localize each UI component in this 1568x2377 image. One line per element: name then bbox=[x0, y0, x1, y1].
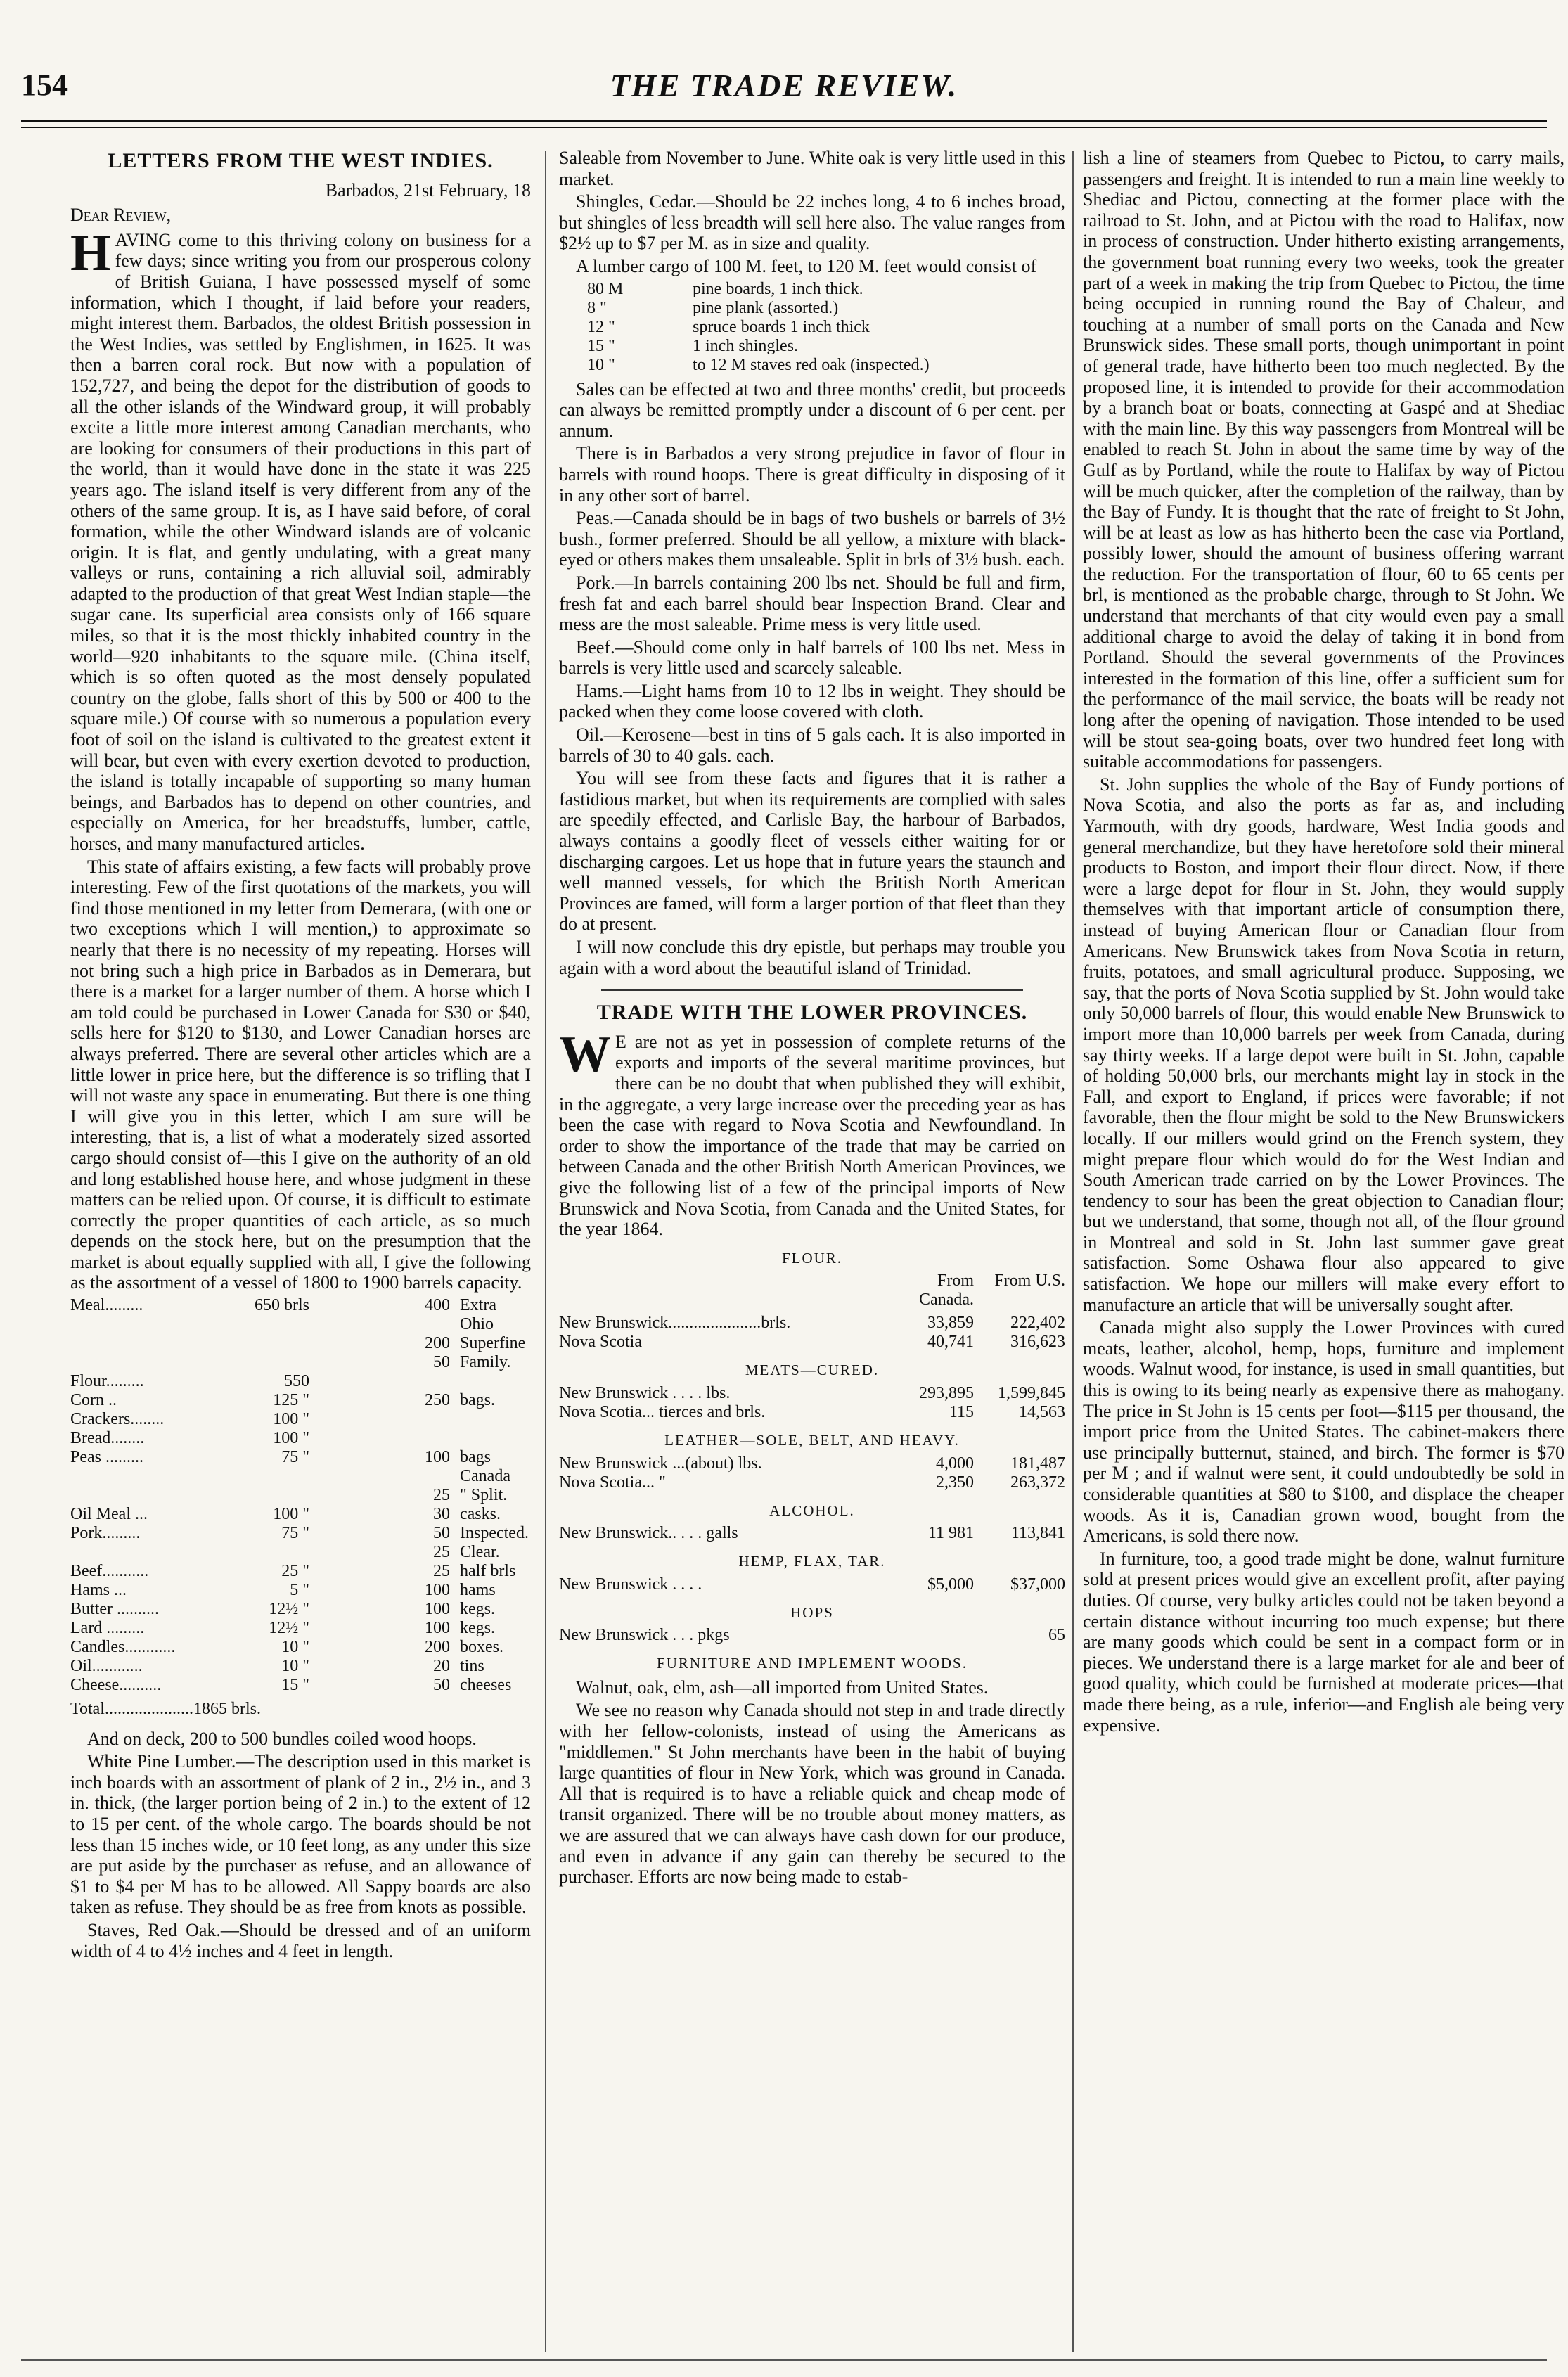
column-divider bbox=[545, 151, 546, 2352]
cargo-cell-item: Beef........... bbox=[70, 1562, 149, 1581]
stats-rows-hops bbox=[559, 1626, 1065, 1645]
cargo-cell-qty: 125 " bbox=[273, 1391, 309, 1410]
cargo-cell-qty: 75 " bbox=[281, 1448, 309, 1467]
stats-rows-hemp bbox=[559, 1575, 1065, 1594]
article-title-letters: LETTERS FROM THE WEST INDIES. bbox=[108, 149, 494, 172]
paragraph: Pork.—In barrels containing 200 lbs net. Should be full and firm, fresh fat and each barrel should bear Inspection Brand. Clear and mess are the most saleable. Prime mess is very little used. bbox=[559, 572, 1065, 635]
paragraph: Staves, Red Oak.—Should be dressed and of an uniform width of 4 to 4½ inches and 4 feet in length. bbox=[70, 1920, 531, 1961]
cargo-cell-desc: casks. bbox=[460, 1505, 501, 1524]
cargo-cell-desc: Clear. bbox=[460, 1543, 500, 1562]
cargo-cell-qty bbox=[232, 1543, 309, 1562]
stats-cell: $37,000 bbox=[1010, 1575, 1065, 1594]
stats-cell: 113,841 bbox=[1010, 1524, 1065, 1543]
cargo-cell-desc: bags Canada bbox=[460, 1448, 510, 1486]
cargo-cell-item: Lard ......... bbox=[70, 1619, 145, 1638]
cargo-cell-item: Oil Meal ... bbox=[70, 1505, 148, 1524]
stats-cell: $5,000 bbox=[927, 1575, 974, 1594]
cargo-cell-qty bbox=[232, 1353, 309, 1372]
stats-cell: 293,895 bbox=[919, 1383, 974, 1402]
paragraph: W E are not as yet in possession of complete returns of the exports and imports of the several maritime provinces, but there can be no doubt that when published they will exhibit, in the aggregate, a very large increase over the preceding year as has been the case with regard to Nova Scotia and Newfoundland. In order to show the importance of the trade that may be carried on between Canada and the other British North American Provinces, we give the following list of a few of the principal imports of New Brunswick and Nova Scotia, from Canada and the United States, for the year 1864. bbox=[559, 1025, 1065, 1240]
cargo-cell-item: Flour......... bbox=[70, 1372, 144, 1391]
stats-cell: 65 bbox=[1048, 1626, 1065, 1645]
column-2 bbox=[559, 148, 1065, 1890]
stats-rows-flour bbox=[559, 1314, 1065, 1352]
stats-cell: 4,000 bbox=[936, 1454, 974, 1473]
salutation: Dear Review, bbox=[70, 205, 172, 226]
stats-cell: 14,563 bbox=[1019, 1402, 1065, 1421]
cargo-cell-item bbox=[70, 1486, 232, 1505]
stats-cell: 11 981 bbox=[927, 1524, 974, 1543]
cargo-cell-sub: 200 bbox=[425, 1334, 450, 1353]
cargo-cell-sub: 50 bbox=[433, 1676, 450, 1695]
stats-table-flour bbox=[559, 1271, 1065, 1309]
cargo-cell-desc: bags. bbox=[460, 1391, 495, 1410]
cargo-cell-desc: Extra Ohio bbox=[460, 1296, 496, 1334]
stats-cell: New Brunswick . . . . bbox=[559, 1575, 702, 1594]
stats-heading: ALCOHOL. bbox=[769, 1501, 855, 1519]
paragraph: We see no reason why Canada should not step in and trade directly with her fellow-colonists, instead of using the Americans as "middlemen." St John merchants have been in the habit of buying large quantities of flour in New York, which was ground in Canada. All that is required is to have a reliable quick and cheap mode of transit organized. There will be no trouble about money matters, as we are assured that we can always have cash down for our produce, and even in advance if any gain can thereby be secured to the purchaser. Efforts are now being made to estab- bbox=[559, 1700, 1065, 1888]
cargo-cell-item: Butter .......... bbox=[70, 1600, 159, 1619]
cargo-cell-sub bbox=[309, 1410, 450, 1429]
cargo-cell-desc bbox=[450, 1372, 531, 1391]
stats-heading: LEATHER—SOLE, BELT, AND HEAVY. bbox=[664, 1431, 960, 1449]
lumber-cell-desc: pine boards, 1 inch thick. bbox=[693, 279, 863, 298]
paragraph: Canada might also supply the Lower Provinces with cured meats, leather, alcohol, hemp, hops, furniture and implement woods. Walnut wood, for instance, is used in small quantities, but this is owing to its being nearly as expensive there as mahogany. The price in St John is 15 cents per foot—$115 per thousand, the import price from the United States. The cabinet-makers there use principally butternut, stained, and birch. The former is $70 per M ; and if walnut were sent, it could undoubtedly be sold in considerable quantities at $80 to $100, and displace the cheaper woods. As it is, Canadian grown wood, bought from the Americans, is sold there now. bbox=[1083, 1317, 1564, 1546]
cargo-cell-item: Peas ......... bbox=[70, 1448, 143, 1467]
cargo-cell-qty bbox=[232, 1334, 309, 1353]
cargo-cell-item: Cheese.......... bbox=[70, 1676, 162, 1695]
cargo-cell-sub: 100 bbox=[425, 1581, 450, 1600]
cargo-cell-qty: 12½ " bbox=[269, 1619, 309, 1638]
cargo-cell-item: Hams ... bbox=[70, 1581, 127, 1600]
cargo-cell-item: Meal......... bbox=[70, 1296, 143, 1315]
stats-cell: Nova Scotia bbox=[559, 1333, 642, 1352]
cargo-cell-sub: 20 bbox=[433, 1657, 450, 1676]
cargo-table bbox=[70, 1296, 531, 1695]
paragraph: You will see from these facts and figures that it is rather a fastidious market, but when its requirements are complied with sales are speedily effected, and Carlisle Bay, the harbour of Barbados, always contains a goodly fleet of vessels either waiting for or discharging cargoes. Let us hope that in future years the staunch and well manned vessels, for which the British North American Provinces are famed, will form a larger portion of that fleet than they do at present. bbox=[559, 768, 1065, 935]
cargo-cell-desc: boxes. bbox=[460, 1638, 503, 1657]
lumber-cell-desc: 1 inch shingles. bbox=[693, 336, 798, 355]
cargo-cell-sub: 100 bbox=[425, 1600, 450, 1619]
article-title-trade: TRADE WITH THE LOWER PROVINCES. bbox=[596, 1001, 1028, 1025]
stats-cell: New Brunswick......................brls. bbox=[559, 1314, 791, 1333]
stats-cell: New Brunswick.. . . . galls bbox=[559, 1524, 738, 1543]
stats-cell: New Brunswick . . . . lbs. bbox=[559, 1383, 731, 1402]
dateline: Barbados, 21st February, 18 bbox=[325, 179, 531, 200]
cargo-cell-sub bbox=[309, 1429, 450, 1448]
cargo-cell-qty: 100 " bbox=[273, 1505, 309, 1524]
stats-heading: MEATS—CURED. bbox=[745, 1362, 880, 1379]
stats-cell: 2,350 bbox=[936, 1473, 974, 1492]
stats-header-cell bbox=[559, 1271, 889, 1309]
cargo-cell-desc: Family. bbox=[460, 1353, 511, 1372]
stats-heading: FLOUR. bbox=[781, 1249, 843, 1267]
paragraph: Shingles, Cedar.—Should be 22 inches long, 4 to 6 inches broad, but shingles of less breadth will sell here also. The value ranges from $2½ up to $7 per M. as in size and quality. bbox=[559, 191, 1065, 254]
stats-rows-leather bbox=[559, 1454, 1065, 1492]
paragraph: And on deck, 200 to 500 bundles coiled wood hoops. bbox=[87, 1728, 477, 1749]
lumber-cell-qty: 15 " bbox=[587, 336, 615, 355]
stats-rows-meats bbox=[559, 1384, 1065, 1422]
lumber-cell-qty: 12 " bbox=[587, 317, 615, 336]
column-3 bbox=[1083, 148, 1564, 1738]
stats-cell: Nova Scotia... tierces and brls. bbox=[559, 1402, 766, 1421]
cargo-cell-qty: 550 bbox=[284, 1372, 309, 1391]
stats-heading: HOPS bbox=[790, 1603, 834, 1621]
cargo-cell-desc: cheeses bbox=[460, 1676, 512, 1695]
cargo-cell-sub: 200 bbox=[425, 1638, 450, 1657]
paragraph: There is in Barbados a very strong prejudice in favor of flour in barrels with round hoops. There is great difficulty in disposing of it in any other sort of barrel. bbox=[559, 443, 1065, 506]
lumber-cell-qty: 8 " bbox=[587, 298, 607, 317]
lumber-cell-qty: 10 " bbox=[587, 355, 615, 374]
cargo-total: Total.....................1865 brls. bbox=[70, 1700, 261, 1719]
stats-cell: 316,623 bbox=[1010, 1333, 1065, 1352]
cargo-cell-desc: Inspected. bbox=[460, 1524, 529, 1543]
drop-cap: W bbox=[559, 1025, 611, 1084]
cargo-cell-qty: 5 " bbox=[290, 1581, 309, 1600]
column-divider bbox=[1072, 151, 1074, 2352]
cargo-cell-item: Candles............ bbox=[70, 1638, 176, 1657]
cargo-cell-desc: " Split. bbox=[460, 1486, 508, 1505]
journal-title: THE TRADE REVIEW. bbox=[610, 68, 958, 103]
cargo-cell-qty: 12½ " bbox=[269, 1600, 309, 1619]
cargo-cell-sub: 50 bbox=[433, 1524, 450, 1543]
cargo-cell-sub: 25 bbox=[433, 1562, 450, 1581]
cargo-cell-qty: 25 " bbox=[281, 1562, 309, 1581]
stats-cell: New Brunswick . . . pkgs bbox=[559, 1626, 730, 1645]
cargo-cell-sub: 30 bbox=[433, 1505, 450, 1524]
article-divider bbox=[601, 989, 1023, 991]
cargo-cell-qty: 650 brls bbox=[255, 1296, 309, 1315]
paragraph: lish a line of steamers from Quebec to Pictou, to carry mails, passengers and freight. It is intended to run a main line weekly to Shediac and Pictou, connecting at the former place with the railroad to St. John, and at Pictou with the road to Halifax, now in process of construction. Under hitherto existing arrangements, the government boat running every two weeks, took the greater part of a week in making the trip from Quebec to Pictou, the time being occupied in running round the Bay of Chaleur, and touching at a number of small ports on the Canada and New Brunswick sides. These small ports, though unimportant in point of general trade, have hitherto been too much neglected. By the proposed line, it is intended to provide for their accommodation by a branch boat or boats, connecting at Gaspé and at Shediac with the main line. By this way passengers from Montreal will be enabled to reach St. John in about the same time by way of the Gulf as by Portland, while the route to Halifax by way of Pictou will be much quicker, after the completion of the railway, than by the Bay of Fundy. It is thought that the rate of freight to St John, will be at least as low as has hitherto been the case via Portland, possibly lower, should the amount of business offering warrant the reduction. For the transportation of flour, 60 to 65 cents per brl, is mentioned as the probable charge, through to St John. We understand that merchants of that city would even pay a small additional charge to avoid the delay of taking it in bond from Portland. Should the several governments of the Provinces interested in the formation of this line, offer a sufficient sum for the performance of the mail service, the boats will be ready not long after the opening of navigation. Those intended to be used will be stout sea-going boats, over two hundred feet long with suitable accommodations for passengers. bbox=[1083, 148, 1564, 772]
cargo-cell-item: Crackers........ bbox=[70, 1410, 165, 1429]
cargo-cell-item bbox=[70, 1334, 232, 1353]
cargo-cell-item: Corn .. bbox=[70, 1391, 117, 1410]
stats-cell: 40,741 bbox=[927, 1333, 974, 1352]
stats-cell: 181,487 bbox=[1010, 1454, 1065, 1473]
paragraph: Saleable from November to June. White oak is very little used in this market. bbox=[559, 148, 1065, 189]
cargo-cell-qty: 15 " bbox=[281, 1676, 309, 1695]
drop-cap: H bbox=[70, 224, 111, 282]
cargo-cell-item: Oil............ bbox=[70, 1657, 143, 1676]
cargo-cell-sub: 50 bbox=[433, 1353, 450, 1372]
stats-cell: 115 bbox=[949, 1402, 974, 1421]
footer-rule bbox=[21, 2359, 1547, 2361]
stats-header-cell: From U.S. bbox=[994, 1271, 1065, 1290]
paragraph: A lumber cargo of 100 M. feet, to 120 M. feet would consist of bbox=[576, 255, 1037, 276]
paragraph: I will now conclude this dry epistle, but perhaps may trouble you again with a word about the beautiful island of Trinidad. bbox=[559, 937, 1065, 978]
paragraph: This state of affairs existing, a few facts will probably prove interesting. Few of the first quotations of the markets, you will find those mentioned in my letter from Demerara, (with one or two exceptions which I will mention,) to approximate so nearly that there is no necessity of my repeating. Horses will not bring such a high price in Barbados as in Demerara, but there is a market for a larger number of them. A horse which I am told could be purchased in Lower Canada for $30 or $40, sells here for $120 to $130, and Lower Canadian horses are always preferred. There are several other articles which are a little lower in price here, but the difference is so trifling that I will not waste any space in enumerating. But there is one thing I will give you in this letter, which I am sure will be interesting, that is, a list of what a moderately sized assorted cargo should consist of—this I give on the authority of an old and long established house here, and whose judgment in these matters can be relied upon. Of course, it is difficult to estimate correctly the proper quantities of each article, as so much depends on the stock here, but on the presumption that the market is about equally supplied with all, I give the following as the assortment of a vessel of 1800 to 1900 barrels capacity. bbox=[70, 856, 531, 1293]
cargo-cell-qty: 100 " bbox=[273, 1429, 309, 1448]
lumber-cell-desc: pine plank (assorted.) bbox=[693, 298, 839, 317]
cargo-cell-desc: kegs. bbox=[460, 1600, 495, 1619]
column-1 bbox=[70, 148, 531, 1963]
cargo-cell-desc: tins bbox=[460, 1657, 484, 1676]
cargo-cell-qty: 10 " bbox=[281, 1657, 309, 1676]
page-header bbox=[21, 67, 1547, 116]
stats-cell: Nova Scotia... " bbox=[559, 1473, 666, 1492]
lumber-list bbox=[587, 280, 1065, 375]
cargo-cell-item bbox=[70, 1353, 232, 1372]
header-rule-thick bbox=[21, 120, 1547, 122]
cargo-cell-sub: 100 bbox=[425, 1619, 450, 1638]
stats-cell: 33,859 bbox=[927, 1314, 974, 1333]
lumber-cell-desc: to 12 M staves red oak (inspected.) bbox=[693, 355, 930, 374]
cargo-cell-desc bbox=[450, 1410, 531, 1429]
cargo-cell-item: Pork......... bbox=[70, 1524, 141, 1543]
cargo-cell-item bbox=[70, 1543, 232, 1562]
stats-cell: New Brunswick ...(about) lbs. bbox=[559, 1454, 762, 1473]
stats-heading: FURNITURE AND IMPLEMENT WOODS. bbox=[657, 1655, 968, 1672]
cargo-cell-qty: 10 " bbox=[281, 1638, 309, 1657]
paragraph: Sales can be effected at two and three months' credit, but proceeds can always be remitted promptly under a discount of 6 per cent. per annum. bbox=[559, 378, 1065, 441]
paragraph: In furniture, too, a good trade might be done, walnut furniture sold at present prices would give an excellent profit, after paying duties. Of course, very bulky articles could not be taken beyond a certain distance without incurring too much expense; but there are many goods which could be sent in a compact form or in pieces. We understand there is a large market for ale and beer of good quality, which could be furnished at moderate prices—that made there being, as a rule, inferior—and English ale being very expensive. bbox=[1083, 1548, 1564, 1736]
cargo-cell-desc bbox=[450, 1429, 531, 1448]
cargo-cell-sub: 100 bbox=[425, 1448, 450, 1467]
cargo-cell-sub: 25 bbox=[433, 1486, 450, 1505]
paragraph: Peas.—Canada should be in bags of two bushels or barrels of 3½ bush., former preferred. Should be all yellow, a mixture with black-eyed or others makes them unsaleable. Split in brls of 3½ bush. each. bbox=[559, 508, 1065, 570]
lumber-cell-qty: 80 M bbox=[587, 279, 624, 298]
cargo-cell-item: Bread........ bbox=[70, 1429, 145, 1448]
stats-header-cell: From Canada. bbox=[919, 1271, 974, 1309]
stats-cell bbox=[889, 1626, 974, 1645]
cargo-cell-sub: 25 bbox=[433, 1543, 450, 1562]
cargo-cell-desc: kegs. bbox=[460, 1619, 495, 1638]
header-rule-thin bbox=[21, 127, 1547, 128]
page-number: 154 bbox=[21, 68, 68, 102]
paragraph: Beef.—Should come only in half barrels of 100 lbs net. Mess in barrels is very little used and scarcely saleable. bbox=[559, 636, 1065, 679]
paragraph: Walnut, oak, elm, ash—all imported from United States. bbox=[576, 1677, 989, 1698]
cargo-cell-qty: 100 " bbox=[273, 1410, 309, 1429]
paragraph: St. John supplies the whole of the Bay of Fundy portions of Nova Scotia, and also the ports as far as, and including Yarmouth, with dry goods, hardware, West India goods and general merchandize, but they have heretofore sold their mineral products to Boston, and import their flour direct. Now, if there were a large depot for flour in St. John, they would supply themselves with that important article of consumption there, instead of buying American flour or Canadian flour from Americans. New Brunswick takes from Nova Scotia in return, fruits, potatoes, and small agricultural produce. Supposing, we say, that the ports of Nova Scotia supplied by St. John would take only 50,000 barrels of flour, this would enable New Brunswick to import more than 10,000 barrels per week from Canada, during say thirty weeks. If a large depot were built in St. John, capable of holding 50,000 brls, our merchants might lay in stock in the Fall, and export to England, if prices were favorable; if not favorable, then the flour might be sold to the New Brunswickers locally. If our millers would grind on the French system, they might prepare flour which would do for the West Indian and South American trade carried on by the Lower Provinces. The tendency to sour has been the great objection to Canadian flour; but we understand, that some, though not all, of the flour ground in Montreal and sold in St. John last summer gave great satisfaction. Some Oshawa flour also appeared to give satisfaction. We hope our millers will make every effort to manufacture an article that will be universally sought after. bbox=[1083, 774, 1564, 1315]
cargo-cell-qty bbox=[232, 1486, 309, 1505]
paragraph: White Pine Lumber.—The description used in this market is inch boards with an assortment of plank of 2 in., 2½ in., and 3 in. thick, (the larger portion being of 2 in.) to the extent of 12 to 15 per cent. of the whole cargo. The boards should be not less than 15 inches wide, or 10 feet long, as any under this size are put aside by the purchaser as refuse, and an allowance of $1 to $4 per M has to be allowed. All Sappy boards are also taken as refuse. They should be as free from knots as possible. bbox=[70, 1751, 531, 1918]
stats-cell: 1,599,845 bbox=[998, 1383, 1065, 1402]
cargo-cell-qty: 75 " bbox=[281, 1524, 309, 1543]
cargo-cell-desc: hams bbox=[460, 1581, 496, 1600]
cargo-cell-desc: Superfine bbox=[460, 1334, 526, 1353]
cargo-cell-sub: 250 bbox=[425, 1391, 450, 1410]
stats-cell: 263,372 bbox=[1010, 1473, 1065, 1492]
cargo-cell-sub bbox=[309, 1372, 450, 1391]
stats-rows-alcohol bbox=[559, 1524, 1065, 1543]
stats-cell: 222,402 bbox=[1010, 1314, 1065, 1333]
paragraph: Oil.—Kerosene—best in tins of 5 gals each. It is also imported in barrels of 30 to 40 gals. each. bbox=[559, 724, 1065, 766]
cargo-cell-desc: half brls bbox=[460, 1562, 516, 1581]
stats-heading: HEMP, FLAX, TAR. bbox=[738, 1553, 886, 1570]
cargo-cell-sub: 400 bbox=[425, 1296, 450, 1315]
paragraph: Hams.—Light hams from 10 to 12 lbs in weight. They should be packed when they come loose covered with cloth. bbox=[559, 680, 1065, 722]
lumber-cell-desc: spruce boards 1 inch thick bbox=[693, 317, 870, 336]
paragraph: HAVING come to this thriving colony on business for a few days; since writing you from our prosperous colony of British Guiana, I have possessed myself of some information, which I thought, if laid before your readers, might interest them. Barbados, the oldest British possession in the West Indies, was settled by Englishmen, in 1625. It was then a barren coral rock. But now with a population of 152,727, and being the depot for the distribution of goods to all the other islands of the Windward group, it will probably excite a little more interest among Canadian merchants, who are looking for consumers of their productions in this part of the world, than it would have done in the state it was 225 years ago. The island itself is very different from any of the others of the same group. It is, as I have said before, of coral formation, while the other Windward islands are of volcanic origin. It is flat, and gently undulating, with a great many valleys or runs, containing a rich alluvial soil, admirably adapted to the production of that great West Indian staple—the sugar cane. Its superficial area consists only of 166 square miles, so that it is the most thickly inhabited country in the world—920 inhabitants to the square mile. (China itself, which is so often quoted as the most densely populated country on the globe, falls short of this by 500 or 400 to the square mile.) Of course with so numerous a population every foot of soil on the island is cultivated to the greatest extent it will bear, but even with every exertion devoted to production, the island is totally incapable of supporting so many human beings, and Barbados has to depend on other countries, and especially on America, for her breadstuffs, lumber, cattle, horses, and many manufactured articles. bbox=[70, 224, 531, 854]
